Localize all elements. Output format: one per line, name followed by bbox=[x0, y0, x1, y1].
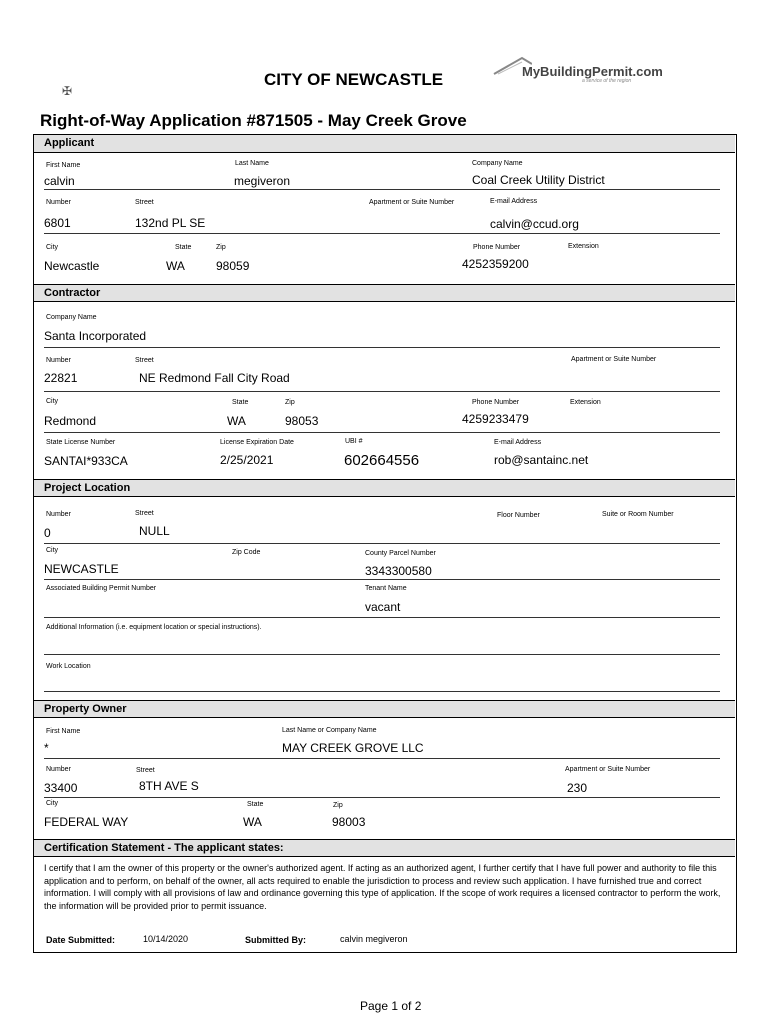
divider bbox=[44, 233, 720, 234]
applicant-phone: 4252359200 bbox=[462, 257, 529, 271]
owner-last-name: MAY CREEK GROVE LLC bbox=[282, 741, 424, 755]
seal-icon: ✠ bbox=[62, 84, 73, 98]
contractor-phone: 4259233479 bbox=[462, 412, 529, 426]
divider bbox=[44, 391, 720, 392]
label-state: State bbox=[247, 801, 264, 808]
label-email: E-mail Address bbox=[490, 198, 538, 205]
label-parcel: County Parcel Number bbox=[365, 550, 436, 557]
contractor-city: Redmond bbox=[44, 414, 97, 428]
owner-first-name: * bbox=[44, 741, 49, 755]
label-last-name-company: Last Name or Company Name bbox=[282, 727, 377, 734]
label-expiration: License Expiration Date bbox=[220, 439, 294, 446]
applicant-last-name: megiveron bbox=[234, 174, 291, 188]
label-zip: Zip bbox=[333, 802, 343, 809]
label-zip: Zip bbox=[285, 399, 295, 406]
section-property-owner: Property Owner bbox=[34, 700, 735, 718]
divider bbox=[44, 654, 720, 655]
label-first-name: First Name bbox=[46, 162, 81, 169]
divider bbox=[44, 691, 720, 692]
owner-state: WA bbox=[243, 815, 262, 829]
applicant-street: 132nd PL SE bbox=[135, 216, 206, 230]
date-submitted-value: 10/14/2020 bbox=[143, 934, 189, 944]
owner-street: 8TH AVE S bbox=[139, 779, 199, 793]
label-street: Street bbox=[135, 199, 154, 206]
divider bbox=[44, 617, 720, 618]
section-certification: Certification Statement - The applicant states: bbox=[34, 839, 735, 857]
label-city: City bbox=[46, 398, 59, 405]
label-apt: Apartment or Suite Number bbox=[369, 199, 455, 206]
project-parcel: 3343300580 bbox=[365, 564, 432, 578]
label-apt: Apartment or Suite Number bbox=[571, 356, 657, 363]
label-extension: Extension bbox=[568, 243, 599, 250]
project-number: 0 bbox=[44, 526, 51, 540]
applicant-first-name: calvin bbox=[44, 174, 75, 188]
label-floor: Floor Number bbox=[497, 512, 540, 519]
divider bbox=[44, 579, 720, 580]
label-ubi: UBI # bbox=[345, 438, 363, 445]
contractor-email: rob@santainc.net bbox=[494, 453, 589, 467]
label-license: State License Number bbox=[46, 439, 116, 446]
label-extension: Extension bbox=[570, 399, 601, 406]
label-street: Street bbox=[135, 510, 154, 517]
section-contractor: Contractor bbox=[34, 284, 735, 302]
contractor-number: 22821 bbox=[44, 371, 78, 385]
label-state: State bbox=[175, 244, 192, 251]
section-project-location: Project Location bbox=[34, 479, 735, 497]
submitted-by-value: calvin megiveron bbox=[340, 934, 408, 944]
label-city: City bbox=[46, 244, 59, 251]
label-apt: Apartment or Suite Number bbox=[565, 766, 651, 773]
label-number: Number bbox=[46, 766, 71, 773]
applicant-number: 6801 bbox=[44, 216, 71, 230]
label-company: Company Name bbox=[472, 160, 523, 167]
page-number: Page 1 of 2 bbox=[360, 999, 422, 1013]
label-first-name: First Name bbox=[46, 728, 81, 735]
label-last-name: Last Name bbox=[235, 160, 269, 167]
label-tenant: Tenant Name bbox=[365, 585, 407, 592]
label-city: City bbox=[46, 547, 59, 554]
owner-apt: 230 bbox=[567, 781, 588, 795]
project-street: NULL bbox=[139, 524, 170, 538]
certification-statement: I certify that I am the owner of this property or the owner's authorized agent. If acting as an authorized agent, I further certify that I have full power and authority to file this application and to perform, on behalf of the owner, all acts required to enable the jurisdiction to process and review such application. I have furnished true and correct information. I will comply with all provisions of law and ordinance governing this type of application. If the scope of work requires a licensed contractor to perform the work, the information will be provided prior to permit issuance. bbox=[44, 863, 721, 911]
label-email: E-mail Address bbox=[494, 439, 542, 446]
mybuildingpermit-logo bbox=[492, 54, 663, 84]
applicant-zip: 98059 bbox=[216, 259, 250, 273]
label-phone: Phone Number bbox=[473, 244, 521, 251]
owner-zip: 98003 bbox=[332, 815, 366, 829]
divider bbox=[44, 189, 720, 190]
project-city: NEWCASTLE bbox=[44, 562, 119, 576]
contractor-state: WA bbox=[227, 414, 246, 428]
label-state: State bbox=[232, 399, 249, 406]
contractor-street: NE Redmond Fall City Road bbox=[139, 371, 290, 385]
label-city: City bbox=[46, 800, 59, 807]
applicant-company: Coal Creek Utility District bbox=[472, 173, 605, 187]
project-tenant: vacant bbox=[365, 600, 401, 614]
contractor-zip: 98053 bbox=[285, 414, 319, 428]
contractor-ubi: 602664556 bbox=[344, 452, 420, 469]
divider bbox=[44, 797, 720, 798]
divider bbox=[44, 347, 720, 348]
application-form bbox=[33, 134, 737, 953]
divider bbox=[44, 432, 720, 433]
city-heading: CITY OF NEWCASTLE bbox=[264, 70, 444, 89]
contractor-license: SANTAI*933CA bbox=[44, 454, 128, 468]
submitted-by-label: Submitted By: bbox=[245, 935, 307, 945]
page-title: Right-of-Way Application #871505 - May Creek Grove bbox=[40, 111, 467, 130]
label-work-location: Work Location bbox=[46, 663, 91, 670]
label-phone: Phone Number bbox=[472, 399, 520, 406]
applicant-email: calvin@ccud.org bbox=[490, 217, 579, 231]
label-permit: Associated Building Permit Number bbox=[46, 585, 157, 592]
applicant-state: WA bbox=[166, 259, 185, 273]
divider bbox=[44, 543, 720, 544]
label-number: Number bbox=[46, 357, 71, 364]
owner-number: 33400 bbox=[44, 781, 78, 795]
label-number: Number bbox=[46, 199, 71, 206]
logo-tagline: a service of the region bbox=[582, 78, 632, 84]
contractor-expiration: 2/25/2021 bbox=[220, 453, 274, 467]
date-submitted-label: Date Submitted: bbox=[46, 935, 116, 945]
label-additional-info: Additional Information (i.e. equipment location or special instructions). bbox=[46, 624, 262, 631]
label-number: Number bbox=[46, 511, 71, 518]
divider bbox=[44, 758, 720, 759]
label-street: Street bbox=[135, 357, 154, 364]
label-zip: Zip bbox=[216, 244, 226, 251]
label-company: Company Name bbox=[46, 314, 97, 321]
applicant-city: Newcastle bbox=[44, 259, 100, 273]
label-zip-code: Zip Code bbox=[232, 549, 261, 556]
label-street: Street bbox=[136, 767, 155, 774]
contractor-company: Santa Incorporated bbox=[44, 329, 147, 343]
owner-city: FEDERAL WAY bbox=[44, 815, 129, 829]
section-applicant: Applicant bbox=[34, 135, 735, 153]
logo-text: MyBuildingPermit.com bbox=[522, 64, 663, 79]
label-suite: Suite or Room Number bbox=[602, 511, 674, 518]
